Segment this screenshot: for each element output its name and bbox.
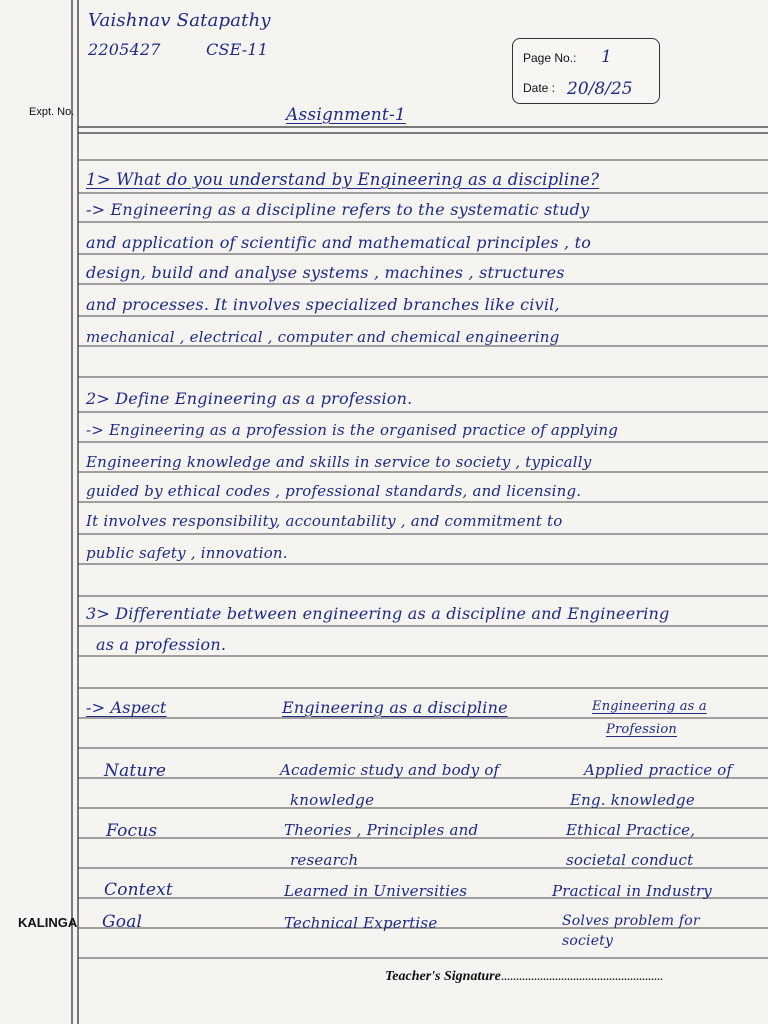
q1-question: 1> What do you understand by Engineering as a discipline? — [86, 170, 600, 189]
student-name: Vaishnav Satapathy — [88, 10, 271, 31]
q1-answer-line: mechanical , electrical , computer and chemical engineering — [86, 328, 560, 346]
table-cell-aspect: Focus — [106, 821, 158, 841]
col-header-discipline: Engineering as a discipline — [282, 698, 508, 717]
q2-answer-line: guided by ethical codes , professional standards, and licensing. — [86, 482, 582, 500]
page-date-box — [512, 38, 660, 104]
q2-answer-line: public safety , innovation. — [86, 544, 288, 562]
teacher-signature — [385, 969, 663, 985]
table-cell-profession: Applied practice of — [584, 761, 733, 779]
table-cell-aspect: Context — [104, 880, 173, 900]
table-cell-aspect: Goal — [102, 912, 143, 932]
q1-answer-line: -> Engineering as a discipline refers to the systematic study — [86, 200, 590, 219]
table-cell-discipline: Theories , Principles and — [284, 821, 479, 839]
expt-no-label: Expt. No. — [29, 106, 75, 118]
date-label: Date : — [523, 81, 556, 95]
signature-dots: ...................................................... — [500, 969, 663, 984]
section: CSE-11 — [206, 40, 269, 59]
q2-question: 2> Define Engineering as a profession. — [86, 389, 413, 408]
q1-answer-line: and processes. It involves specialized branches like civil, — [86, 295, 560, 314]
table-cell-profession: societal conduct — [566, 851, 694, 869]
date-value: 20/8/25 — [567, 79, 633, 99]
table-cell-discipline: knowledge — [290, 791, 375, 809]
table-cell-discipline: Academic study and body of — [280, 761, 500, 779]
q2-answer-line: -> Engineering as a profession is the organised practice of applying — [86, 421, 618, 439]
table-cell-discipline: Learned in Universities — [284, 882, 468, 900]
q1-answer-line: design, build and analyse systems , machines , structures — [86, 263, 565, 282]
q1-answer-line: and application of scientific and mathematical principles , to — [86, 233, 592, 252]
brand-label: KALINGA — [18, 915, 78, 930]
page-no-value: 1 — [601, 47, 612, 67]
table-cell-aspect: Nature — [104, 761, 167, 781]
table-cell-discipline: Technical Expertise — [284, 914, 438, 932]
page-no-label: Page No.: — [523, 51, 577, 65]
table-cell-discipline: research — [290, 851, 359, 869]
table-cell-profession: Practical in Industry — [552, 882, 712, 900]
col-header-profession: Engineering as a — [592, 699, 707, 714]
teacher-signature-label: Teacher's Signature — [385, 969, 501, 984]
col-header-profession-2: Profession — [606, 722, 677, 737]
assignment-title: Assignment-1 — [286, 105, 406, 125]
col-header-aspect: -> Aspect — [86, 698, 167, 717]
q3-question-line: 3> Differentiate between engineering as a discipline and Engineering — [86, 604, 670, 623]
table-cell-profession: Ethical Practice, — [566, 821, 696, 839]
table-cell-profession: society — [562, 933, 614, 949]
roll-number: 2205427 — [88, 40, 161, 59]
q2-answer-line: Engineering knowledge and skills in service to society , typically — [86, 453, 592, 471]
q3-question-line: as a profession. — [96, 635, 227, 654]
table-cell-profession: Solves problem for — [562, 913, 700, 929]
q2-answer-line: It involves responsibility, accountability , and commitment to — [86, 512, 563, 530]
table-cell-profession: Eng. knowledge — [570, 791, 695, 809]
